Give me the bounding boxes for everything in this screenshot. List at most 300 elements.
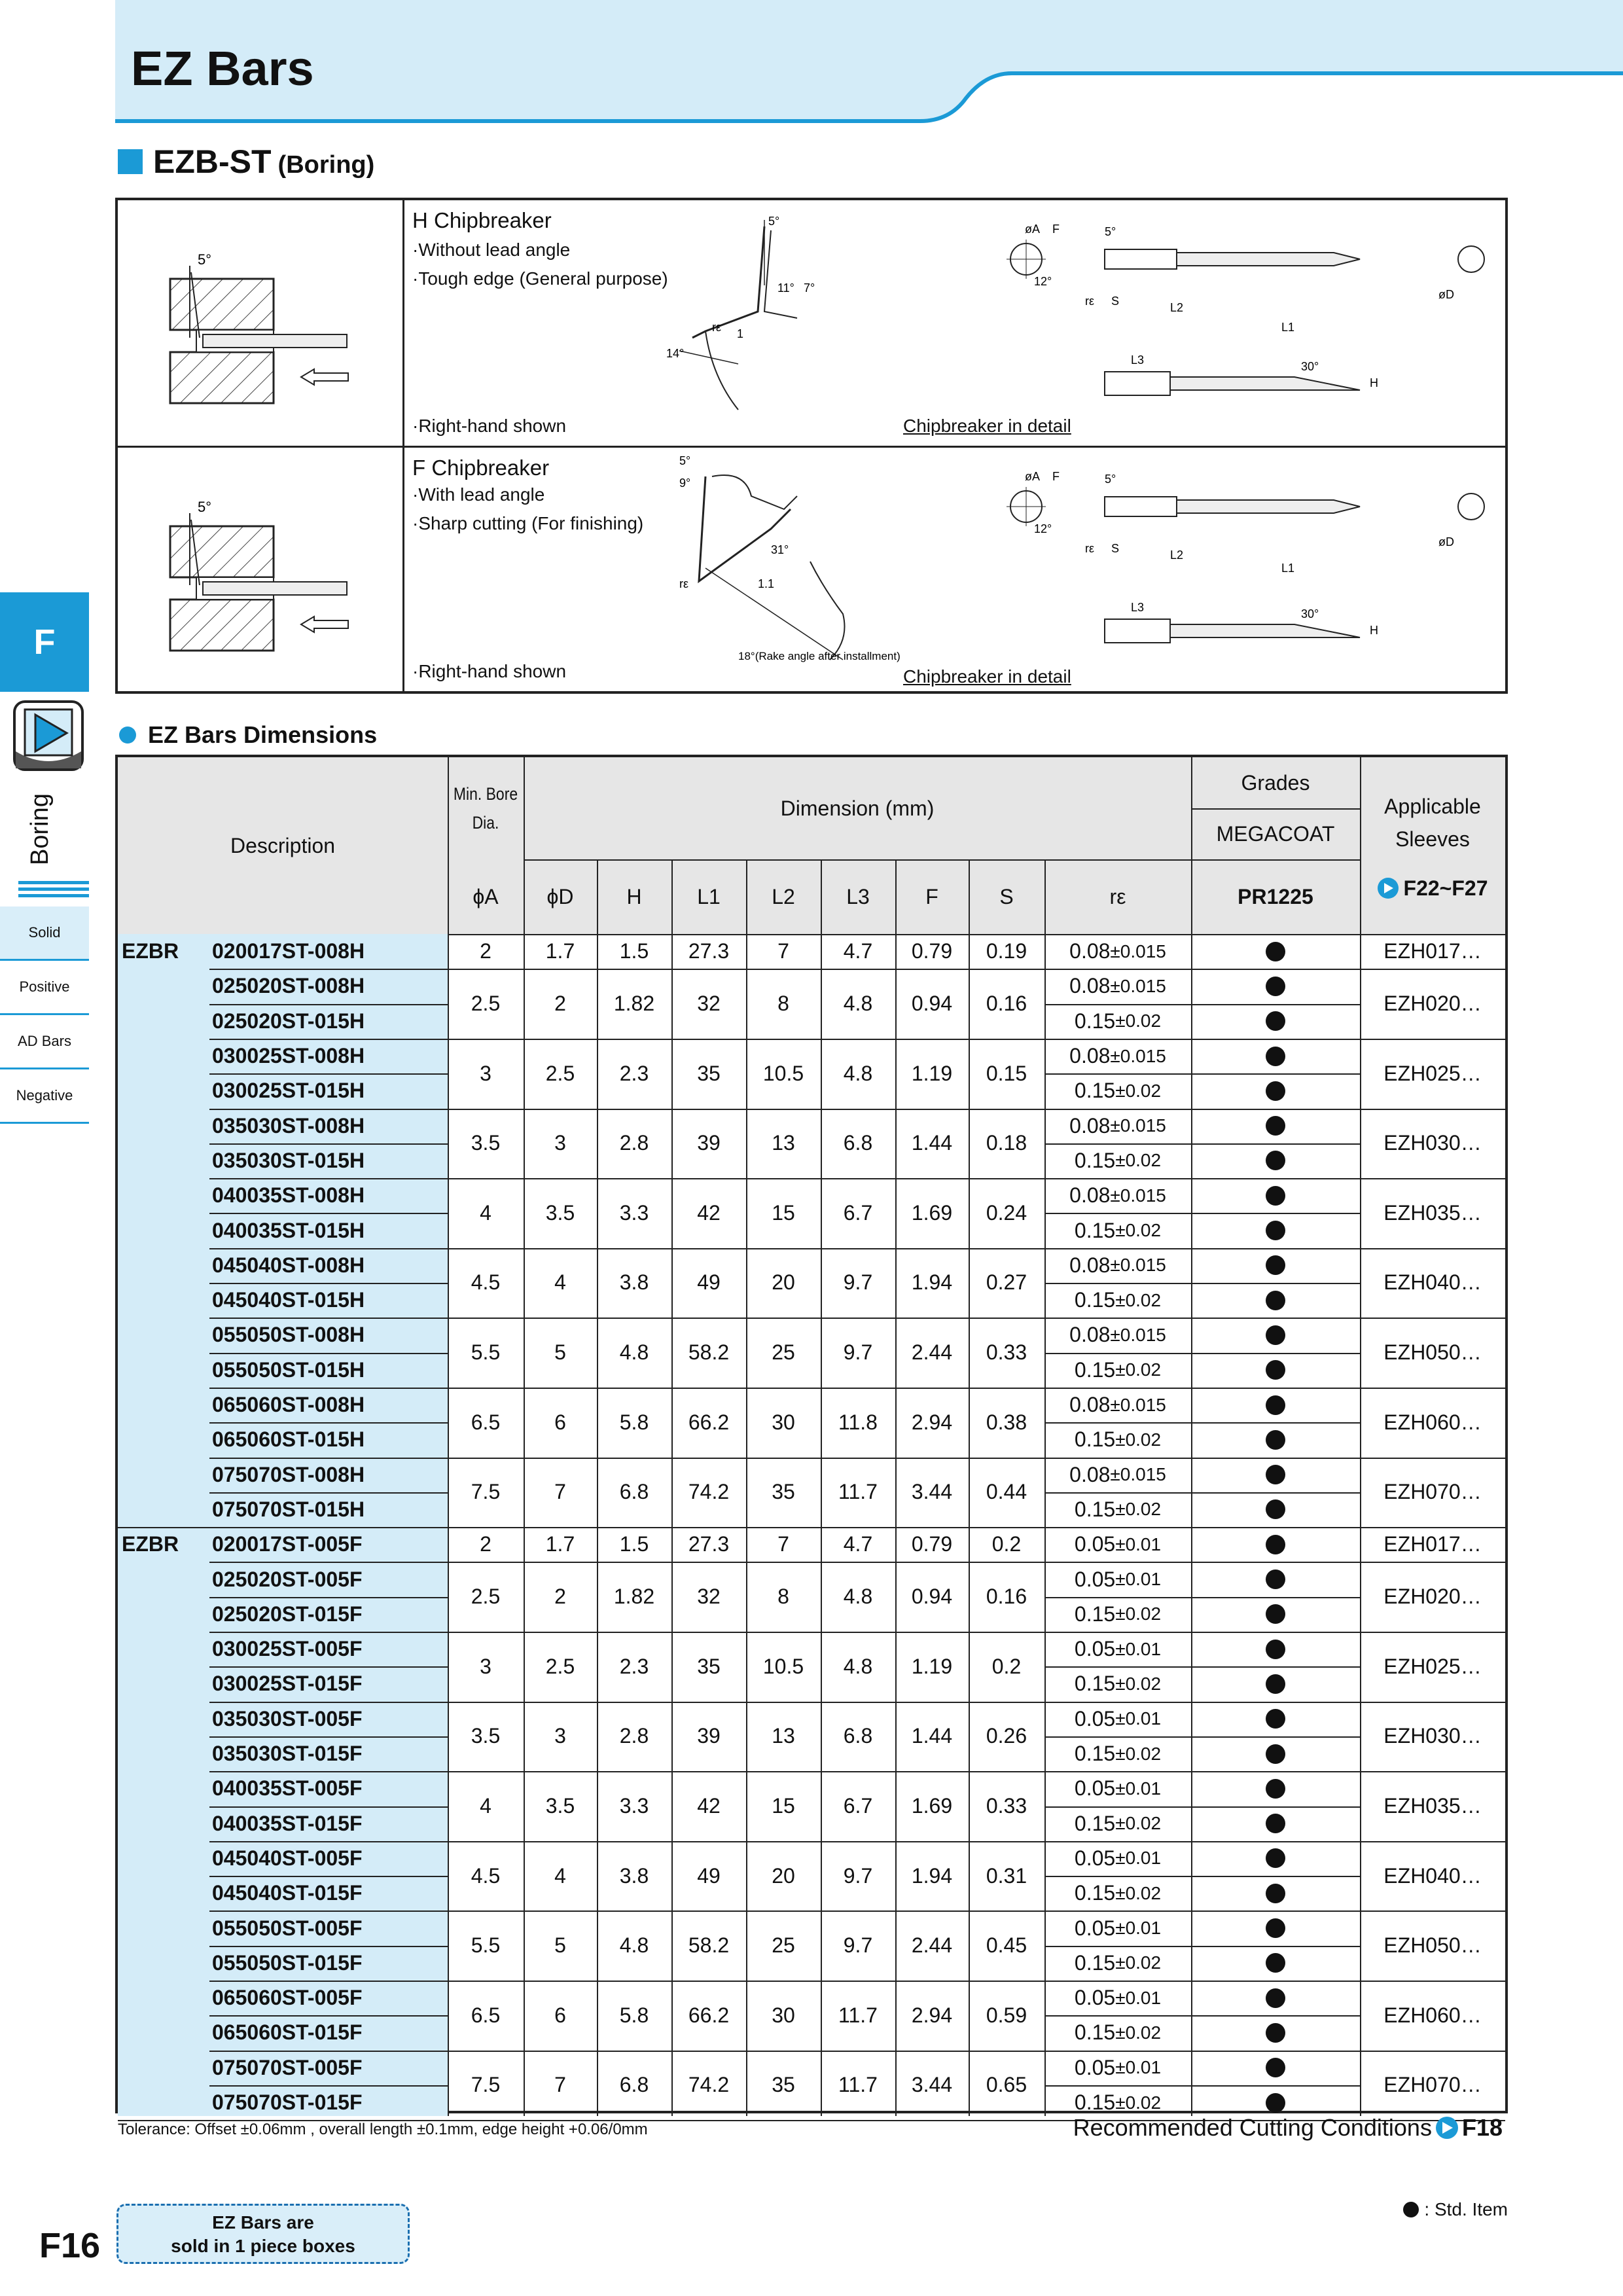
grid-line (671, 934, 673, 2116)
grid-line (746, 859, 747, 934)
dim-value: 15 (772, 1793, 795, 1818)
dim-value: 3 (480, 1061, 491, 1085)
corner-radius: 0.15 ±0.02 (1074, 1148, 1162, 1172)
bullet-icon (1266, 1709, 1285, 1729)
item-code: 030025ST-015F (212, 1672, 363, 1696)
std-item-bullet (1191, 1458, 1360, 1492)
tolerance-note: Tolerance: Offset ±0.06mm , overall length ±0.1mm, edge height +0.06/0mm (118, 2121, 648, 2138)
dim-value: 0.24 (986, 1200, 1027, 1225)
item-code: 035030ST-008H (212, 1113, 365, 1138)
dim-value: 0.2 (991, 1654, 1022, 1678)
svg-text:14°: 14° (666, 347, 685, 360)
chipbreaker-h-hand: ·Right-hand shown (412, 416, 567, 436)
dim-value: 4.8 (843, 992, 873, 1016)
svg-text:øD: øD (1438, 535, 1454, 548)
grid-line (1044, 859, 1046, 934)
svg-text:5°: 5° (1105, 473, 1116, 486)
corner-radius: 0.08 ±0.015 (1069, 1323, 1166, 1347)
dim-value: 2 (554, 992, 566, 1016)
section-title (118, 143, 374, 181)
svg-text:L1: L1 (1281, 321, 1295, 334)
grid-line (1044, 1736, 1360, 1738)
dim-value: 1.82 (613, 992, 655, 1016)
item-code: 020017ST-005F (212, 1532, 363, 1556)
dim-value: 58.2 (688, 1340, 730, 1365)
sold-note (116, 2204, 410, 2264)
dim-value: 39 (697, 1724, 721, 1748)
dim-value: 1.44 (911, 1724, 953, 1748)
std-item-bullet (1191, 1666, 1360, 1701)
bullet-icon (1266, 1081, 1285, 1101)
dim-value: 2.5 (471, 992, 501, 1016)
bullet-icon (1266, 1221, 1285, 1240)
corner-radius: 0.15 ±0.02 (1074, 1602, 1162, 1626)
grid-line (209, 1946, 448, 1947)
std-item-bullet (1191, 2015, 1360, 2050)
item-code: 075070ST-008H (212, 1462, 365, 1486)
bullet-icon (1266, 1465, 1285, 1484)
dim-value: 4.8 (843, 1654, 873, 1678)
corner-radius: 0.05 ±0.01 (1074, 1706, 1162, 1731)
dim-value: 20 (772, 1863, 795, 1888)
group-prefix: EZBR (122, 1532, 179, 1556)
dim-value: 15 (772, 1200, 795, 1225)
dim-value: 11.7 (838, 1480, 878, 1504)
bullet-icon (1266, 1151, 1285, 1170)
corner-radius: 0.05 ±0.01 (1074, 1916, 1162, 1940)
bullet-icon (1266, 942, 1285, 961)
dim-value: 42 (697, 1200, 721, 1225)
chipbreaker-f-row (118, 448, 1505, 691)
item-code: 025020ST-008H (212, 974, 365, 998)
dim-value: 4.8 (843, 1585, 873, 1609)
dim-value: 2 (480, 939, 491, 963)
side-nav-negative[interactable]: Negative (0, 1069, 89, 1124)
corner-radius: 0.15 ±0.02 (1074, 2020, 1162, 2045)
grid-line (1044, 1143, 1360, 1145)
grid-line (1191, 808, 1360, 810)
header-sleeves-ref[interactable]: F22~F27 (1360, 869, 1505, 908)
chipbreaker-h-feature: ·Tough edge (General purpose) (412, 268, 668, 289)
grid-line (1044, 1666, 1360, 1668)
std-item-bullet (1191, 1702, 1360, 1736)
std-item-bullet (1191, 1527, 1360, 1562)
dim-value: 3 (554, 1724, 566, 1748)
dim-value: 6.5 (471, 1410, 501, 1434)
grid-line (597, 934, 598, 2116)
svg-text:5°: 5° (198, 499, 212, 515)
dim-value: 2.44 (911, 1340, 953, 1365)
dim-value: 3.8 (619, 1270, 649, 1295)
dim-value: 0.94 (911, 992, 953, 1016)
svg-text:L2: L2 (1170, 548, 1184, 562)
chipbreaker-h-feature: ·Without lead angle (412, 240, 571, 260)
header-col-4: L2 (772, 884, 795, 908)
item-code: 040035ST-005F (212, 1776, 363, 1801)
grid-line (524, 934, 525, 2116)
svg-text:11°: 11° (777, 281, 794, 295)
dim-value: 8 (777, 1585, 789, 1609)
sold-line2: sold in 1 piece boxes (171, 2236, 355, 2256)
header-col-6: F (925, 884, 938, 908)
boring-tool-icon (12, 699, 85, 772)
dim-value: 1.19 (911, 1061, 953, 1085)
dim-value: 2.5 (471, 1585, 501, 1609)
corner-radius: 0.15 ±0.02 (1074, 1218, 1162, 1242)
dim-value: 6 (554, 1410, 566, 1434)
corner-radius: 0.05 ±0.01 (1074, 1532, 1162, 1556)
dim-value: 11.7 (838, 2073, 878, 2097)
grid-line (1044, 1213, 1360, 1214)
grid-line (209, 1597, 448, 1598)
bullet-icon (1266, 1011, 1285, 1031)
dim-value: 4.7 (843, 1532, 873, 1556)
sleeve-code: EZH030… (1383, 1724, 1482, 1748)
bullet-icon (1266, 977, 1285, 996)
dim-value: 13 (772, 1724, 795, 1748)
dim-value: 8 (777, 992, 789, 1016)
bullet-icon (1266, 1640, 1285, 1659)
svg-text:S: S (1111, 542, 1120, 555)
dim-value: 0.33 (986, 1340, 1027, 1365)
dim-value: 3.5 (471, 1724, 501, 1748)
std-item-bullet (1191, 1981, 1360, 2015)
svg-text:30°: 30° (1301, 360, 1319, 373)
chipbreaker-f-tip-drawing (679, 450, 915, 666)
bullet-icon (1266, 1395, 1285, 1415)
grid-line (1044, 1597, 1360, 1598)
sold-line1: EZ Bars are (212, 2212, 314, 2233)
dimensions-table (115, 755, 1508, 2113)
corner-radius: 0.08 ±0.015 (1069, 1393, 1166, 1417)
corner-radius: 0.08 ±0.015 (1069, 939, 1166, 963)
grid-line (1044, 1946, 1360, 1947)
std-item-bullet (1191, 1841, 1360, 1876)
section-sub: (Boring) (277, 151, 375, 179)
dim-value: 0.94 (911, 1585, 953, 1609)
svg-text:9°: 9° (679, 476, 691, 490)
dim-value: 20 (772, 1270, 795, 1295)
grid-line (209, 1666, 448, 1668)
std-item-bullet (1191, 1562, 1360, 1596)
item-code: 065060ST-015H (212, 1427, 365, 1452)
dim-value: 3.3 (619, 1793, 649, 1818)
dim-value: 0.38 (986, 1410, 1027, 1434)
grid-line (209, 1213, 448, 1214)
dim-value: 10.5 (762, 1061, 804, 1085)
sleeve-code: EZH070… (1383, 2073, 1482, 2097)
grid-line (1044, 1806, 1360, 1808)
dim-value: 2.3 (619, 1654, 649, 1678)
std-item-bullet (1191, 1422, 1360, 1457)
std-item-bullet (1191, 1004, 1360, 1039)
std-item-bullet (1191, 1143, 1360, 1178)
recommended-conditions[interactable] (1073, 2114, 1503, 2142)
bullet-icon (1266, 1325, 1285, 1345)
chipbreaker-h-row (118, 200, 1505, 448)
grid-line (524, 859, 525, 934)
std-item-bullet (1191, 1039, 1360, 1073)
bullet-icon (1266, 1047, 1285, 1066)
grid-line (209, 1143, 448, 1145)
dim-value: 0.16 (986, 992, 1027, 1016)
dim-value: 0.59 (986, 2003, 1027, 2027)
svg-text:12°: 12° (1034, 522, 1052, 535)
corner-radius: 0.08 ±0.015 (1069, 1462, 1166, 1486)
dim-value: 4 (554, 1863, 566, 1888)
chipbreaker-f-feature: ·With lead angle (412, 484, 545, 505)
std-item-bullet (1191, 934, 1360, 969)
svg-text:5°: 5° (768, 215, 780, 228)
grid-line (1044, 1353, 1360, 1354)
grid-line (1044, 1876, 1360, 1877)
grid-line (209, 1876, 448, 1877)
item-code: 020017ST-008H (212, 939, 365, 963)
chipbreaker-h-bar-drawing (1007, 207, 1504, 403)
group-prefix: EZBR (122, 939, 179, 963)
dim-value: 7.5 (471, 2073, 501, 2097)
std-item-bullet (1191, 1736, 1360, 1771)
dim-value: 1.82 (613, 1585, 655, 1609)
dim-value: 35 (772, 2073, 795, 2097)
item-code: 025020ST-005F (212, 1567, 363, 1591)
svg-text:F: F (1052, 223, 1060, 236)
dim-value: 9.7 (843, 1270, 873, 1295)
std-item-bullet (1191, 1178, 1360, 1213)
sleeve-code: EZH040… (1383, 1863, 1482, 1888)
svg-text:L3: L3 (1131, 353, 1145, 367)
chipbreaker-h-detail-link[interactable]: Chipbreaker in detail (903, 416, 1071, 436)
svg-text:1.1: 1.1 (758, 577, 775, 590)
dim-value: 3.3 (619, 1200, 649, 1225)
header-col-0: ϕA (473, 884, 499, 908)
std-item-bullet (1191, 1318, 1360, 1352)
sleeve-code: EZH050… (1383, 1340, 1482, 1365)
dim-value: 35 (772, 1480, 795, 1504)
std-item-bullet (1191, 1283, 1360, 1318)
chipbreaker-f-feature: ·Sharp cutting (For finishing) (412, 513, 644, 533)
grid-line (895, 934, 897, 2116)
std-item-bullet (1191, 1073, 1360, 1108)
dim-value: 4.7 (843, 939, 873, 963)
svg-text:30°: 30° (1301, 607, 1319, 620)
corner-radius: 0.05 ±0.01 (1074, 1776, 1162, 1801)
std-item-bullet (1191, 1910, 1360, 1945)
side-nav-positive[interactable]: Positive (0, 961, 89, 1015)
dim-value: 5 (554, 1933, 566, 1958)
dim-value: 3 (554, 1131, 566, 1155)
item-code: 055050ST-015F (212, 1950, 363, 1975)
dim-value: 30 (772, 2003, 795, 2027)
chipbreaker-f-boring-diagram (118, 448, 404, 691)
bullet-icon (1266, 1918, 1285, 1938)
grid-line (821, 859, 822, 934)
std-item-bullet (1191, 1946, 1360, 1981)
item-code: 065060ST-005F (212, 1986, 363, 2010)
bullet-icon (1266, 1744, 1285, 1764)
dim-value: 2.44 (911, 1933, 953, 1958)
grid-line (969, 934, 970, 2116)
grid-line (1191, 859, 1360, 861)
dim-value: 66.2 (688, 1410, 730, 1434)
chipbreaker-h-detail (404, 200, 1505, 446)
grid-line (1044, 2085, 1360, 2087)
header-banner (115, 0, 1623, 124)
dim-value: 1.7 (545, 939, 575, 963)
corner-radius: 0.15 ±0.02 (1074, 1881, 1162, 1905)
header-col-3: L1 (697, 884, 721, 908)
dim-value: 3.8 (619, 1863, 649, 1888)
side-nav-solid[interactable]: Solid (0, 906, 89, 961)
dim-value: 2.8 (619, 1131, 649, 1155)
label: 5° (198, 251, 212, 268)
bullet-icon (1266, 2023, 1285, 2043)
dim-value: 5.8 (619, 2003, 649, 2027)
dim-value: 0.2 (991, 1532, 1022, 1556)
dim-value: 4.8 (619, 1340, 649, 1365)
item-code: 040035ST-015F (212, 1811, 363, 1835)
corner-radius: 0.15 ±0.02 (1074, 1811, 1162, 1835)
item-code: 025020ST-015F (212, 1602, 363, 1626)
side-nav-ad-bars[interactable]: AD Bars (0, 1015, 89, 1069)
header-col-7: S (999, 884, 1014, 908)
sleeve-code: EZH060… (1383, 2003, 1482, 2027)
dim-value: 74.2 (688, 2073, 730, 2097)
corner-radius: 0.08 ±0.015 (1069, 1113, 1166, 1138)
dim-value: 6.5 (471, 2003, 501, 2027)
corner-radius: 0.05 ±0.01 (1074, 1567, 1162, 1591)
corner-radius: 0.15 ±0.02 (1074, 1009, 1162, 1033)
std-bullet-icon (1403, 2202, 1419, 2217)
header-col-1: ϕD (546, 884, 574, 908)
bullet-icon (1266, 1953, 1285, 1973)
item-code: 045040ST-008H (212, 1253, 365, 1277)
grid-line (209, 1073, 448, 1075)
sleeve-code: EZH025… (1383, 1654, 1482, 1678)
dim-value: 9.7 (843, 1933, 873, 1958)
dim-value: 0.44 (986, 1480, 1027, 1504)
header-col-2: H (626, 884, 642, 908)
dim-value: 6.8 (619, 2073, 649, 2097)
dim-value: 0.15 (986, 1061, 1027, 1085)
grid-line (1044, 1004, 1360, 1005)
dim-value: 6 (554, 2003, 566, 2027)
svg-text:rε: rε (712, 321, 722, 334)
item-code: 025020ST-015H (212, 1009, 365, 1033)
side-nav (0, 906, 89, 1124)
dim-value: 66.2 (688, 2003, 730, 2027)
header-col-5: L3 (846, 884, 870, 908)
bullet-icon (1266, 1570, 1285, 1589)
header-megacoat: MEGACOAT (1216, 821, 1335, 846)
dim-value: 6.8 (619, 1480, 649, 1504)
grid-line (1044, 2015, 1360, 2017)
dim-value: 0.19 (986, 939, 1027, 963)
dim-value: 3.5 (545, 1793, 575, 1818)
dim-value: 32 (697, 992, 721, 1016)
corner-radius: 0.05 ±0.01 (1074, 1986, 1162, 2010)
bullet-icon (1266, 1884, 1285, 1903)
dim-value: 2.5 (545, 1654, 575, 1678)
dim-value: 2 (554, 1585, 566, 1609)
dimensions-title (119, 721, 377, 749)
dim-value: 0.65 (986, 2073, 1027, 2097)
dim-value: 25 (772, 1933, 795, 1958)
grid-line (209, 1283, 448, 1284)
sleeve-code: EZH017… (1383, 1532, 1482, 1556)
dim-value: 7 (554, 2073, 566, 2097)
sleeve-code: EZH030… (1383, 1131, 1482, 1155)
corner-radius: 0.15 ±0.02 (1074, 1427, 1162, 1452)
header-dimension: Dimension (mm) (780, 796, 935, 820)
dim-value: 1.69 (911, 1200, 953, 1225)
dim-value: 25 (772, 1340, 795, 1365)
item-code: 030025ST-005F (212, 1637, 363, 1661)
dim-value: 7 (777, 939, 789, 963)
dimensions-title-text: EZ Bars Dimensions (148, 721, 378, 748)
std-item-bullet (1191, 1771, 1360, 1806)
dim-value: 0.45 (986, 1933, 1027, 1958)
chipbreaker-f-hand: ·Right-hand shown (412, 661, 567, 681)
item-code: 075070ST-015F (212, 2090, 363, 2115)
header-description: Description (230, 833, 336, 857)
chipbreaker-f-detail-link[interactable]: Chipbreaker in detail (903, 666, 1071, 687)
dim-value: 27.3 (688, 939, 730, 963)
dim-value: 3.5 (545, 1200, 575, 1225)
svg-text:rε: rε (1085, 542, 1095, 555)
dim-value: 6.7 (843, 1200, 873, 1225)
svg-text:12°: 12° (1034, 275, 1052, 288)
item-code: 075070ST-015H (212, 1497, 365, 1521)
header-col-8: rε (1109, 884, 1126, 908)
grid-line (671, 859, 673, 934)
page-title: EZ Bars (131, 41, 314, 96)
chipbreaker-h-tip-drawing (666, 207, 823, 416)
svg-text:F: F (1052, 470, 1060, 483)
chipbreaker-panel (115, 198, 1508, 694)
svg-text:rε: rε (679, 577, 689, 590)
std-item-bullet (1191, 1597, 1360, 1632)
dim-value: 5 (554, 1340, 566, 1365)
dim-value: 1.44 (911, 1131, 953, 1155)
corner-radius: 0.15 ±0.02 (1074, 1288, 1162, 1312)
side-tab-f[interactable]: F (0, 592, 89, 692)
corner-radius: 0.15 ±0.02 (1074, 1357, 1162, 1382)
dim-value: 0.79 (911, 1532, 953, 1556)
page-number: F16 (39, 2226, 101, 2265)
dim-value: 2.94 (911, 1410, 953, 1434)
dim-value: 4 (554, 1270, 566, 1295)
std-item-bullet (1191, 2051, 1360, 2085)
dim-value: 27.3 (688, 1532, 730, 1556)
grid-line (1044, 1073, 1360, 1075)
dim-value: 1.19 (911, 1654, 953, 1678)
item-code: 040035ST-008H (212, 1183, 365, 1208)
std-item-bullet (1191, 1388, 1360, 1422)
item-code: 045040ST-015H (212, 1288, 365, 1312)
dim-value: 11.8 (838, 1410, 878, 1434)
grid-line (1044, 1283, 1360, 1284)
dim-value: 10.5 (762, 1654, 804, 1678)
recommended-ref: F18 (1461, 2114, 1503, 2141)
dim-value: 2.8 (619, 1724, 649, 1748)
header-sleeves: Applicable Sleeves (1384, 795, 1481, 851)
grid-line (821, 934, 822, 2116)
dim-value: 4.8 (619, 1933, 649, 1958)
sleeve-code: EZH017… (1383, 939, 1482, 963)
svg-text:5°: 5° (679, 454, 691, 467)
corner-radius: 0.08 ±0.015 (1069, 1183, 1166, 1208)
